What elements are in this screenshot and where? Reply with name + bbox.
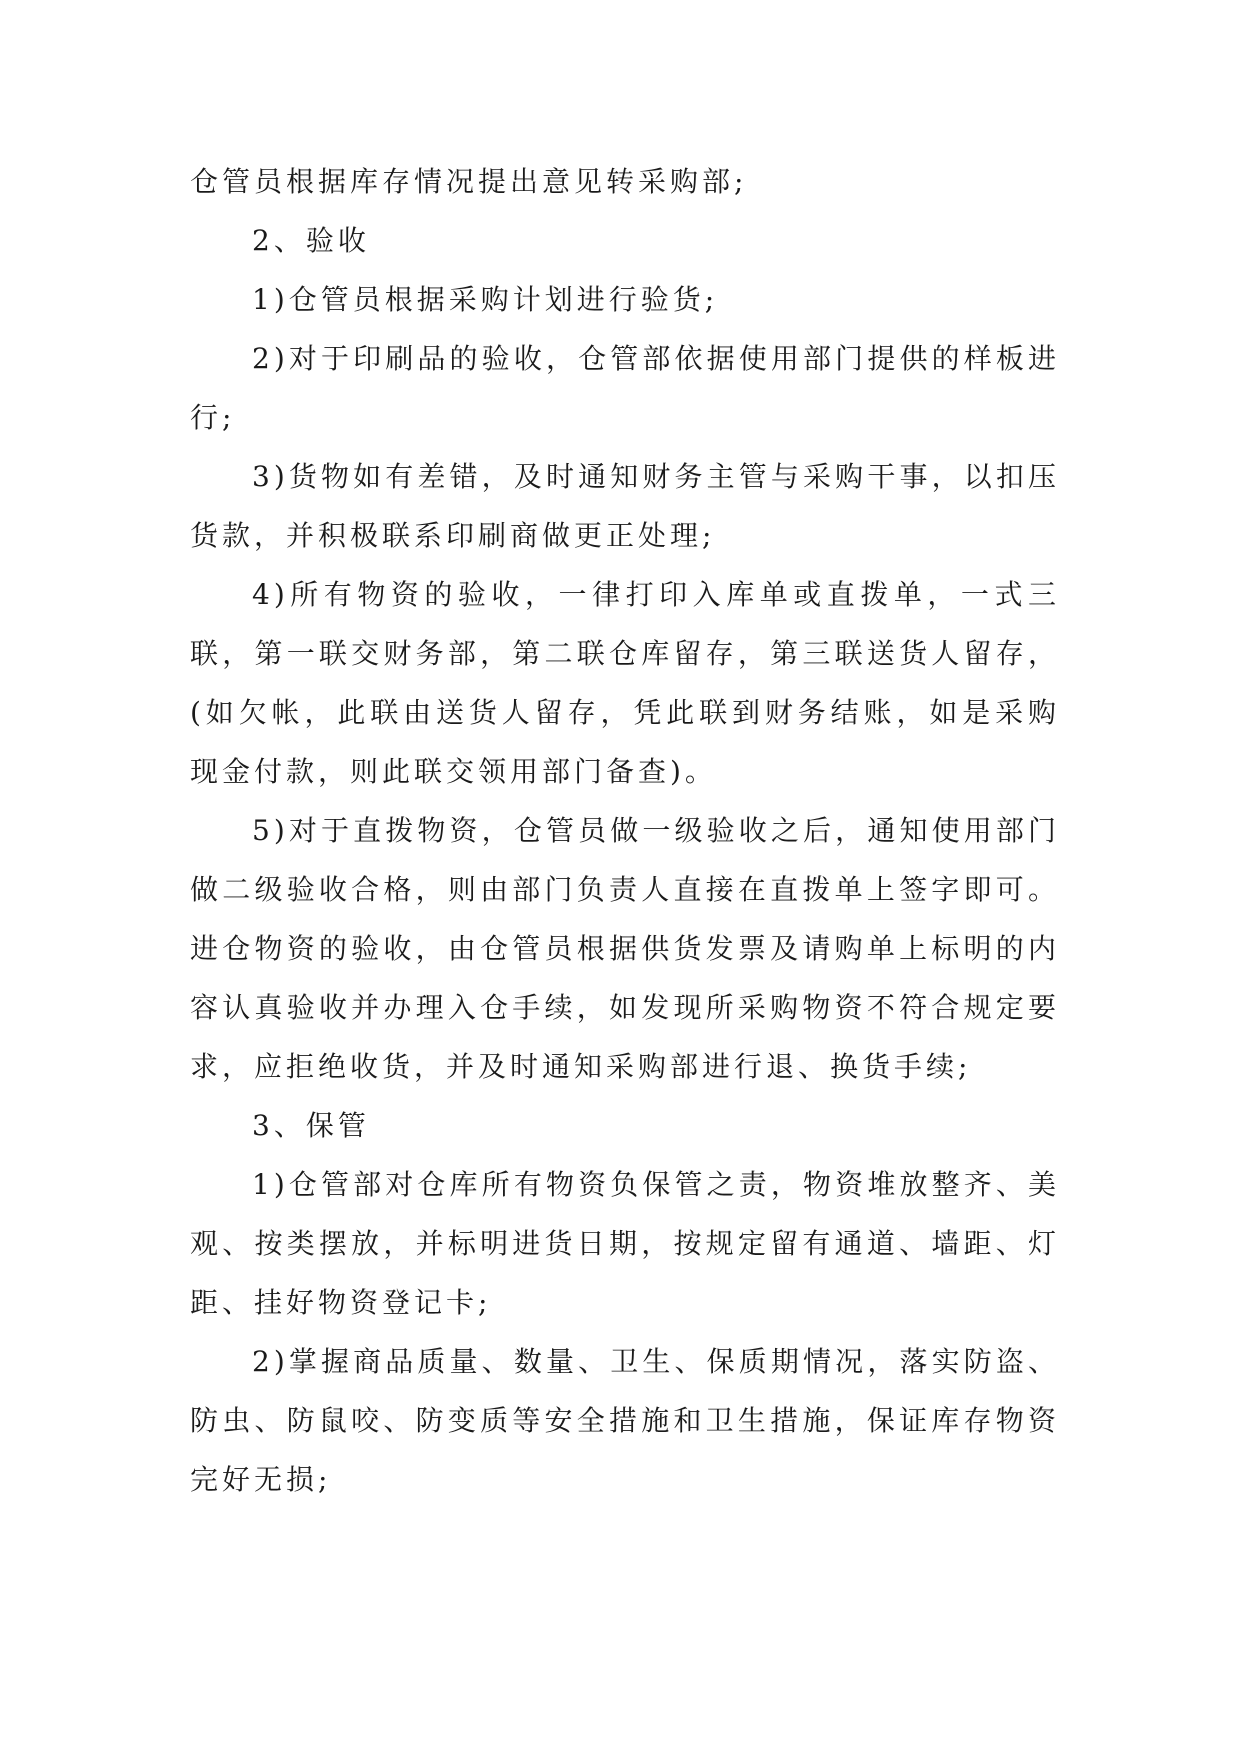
paragraph: 5)对于直拨物资，仓管员做一级验收之后，通知使用部门做二级验收合格，则由部门负责人直接在直拨单上签字即可。进仓物资的验收，由仓管员根据供货发票及请购单上标明的内容认真验收并办理入仓手续，如发现所采购物资不符合规定要求，应拒绝收货，并及时通知采购部进行退、换货手续; xyxy=(190,814,1060,1083)
paragraph: 2)掌握商品质量、数量、卫生、保质期情况，落实防盗、防虫、防鼠咬、防变质等安全措施和卫生措施，保证库存物资完好无损; xyxy=(190,1345,1060,1496)
paragraph: 4)所有物资的验收，一律打印入库单或直拨单，一式三联，第一联交财务部，第二联仓库留存，第三联送货人留存，(如欠帐，此联由送货人留存，凭此联到财务结账，如是采购现金付款，则此联交领用部门备查)。 xyxy=(190,578,1060,788)
paragraph: 仓管员根据库存情况提出意见转采购部; xyxy=(190,165,748,198)
section-heading: 3、保管 xyxy=(252,1109,370,1142)
paragraph: 1)仓管员根据采购计划进行验货; xyxy=(252,283,719,316)
paragraph: 2)对于印刷品的验收，仓管部依据使用部门提供的样板进行; xyxy=(190,342,1060,434)
section-heading: 2、验收 xyxy=(252,224,370,257)
paragraph: 1)仓管部对仓库所有物资负保管之责，物资堆放整齐、美观、按类摆放，并标明进货日期，按规定留有通道、墙距、灯距、挂好物资登记卡; xyxy=(190,1168,1060,1319)
paragraph: 3)货物如有差错，及时通知财务主管与采购干事，以扣压货款，并积极联系印刷商做更正处理; xyxy=(190,460,1060,552)
document-body xyxy=(190,152,1060,1509)
